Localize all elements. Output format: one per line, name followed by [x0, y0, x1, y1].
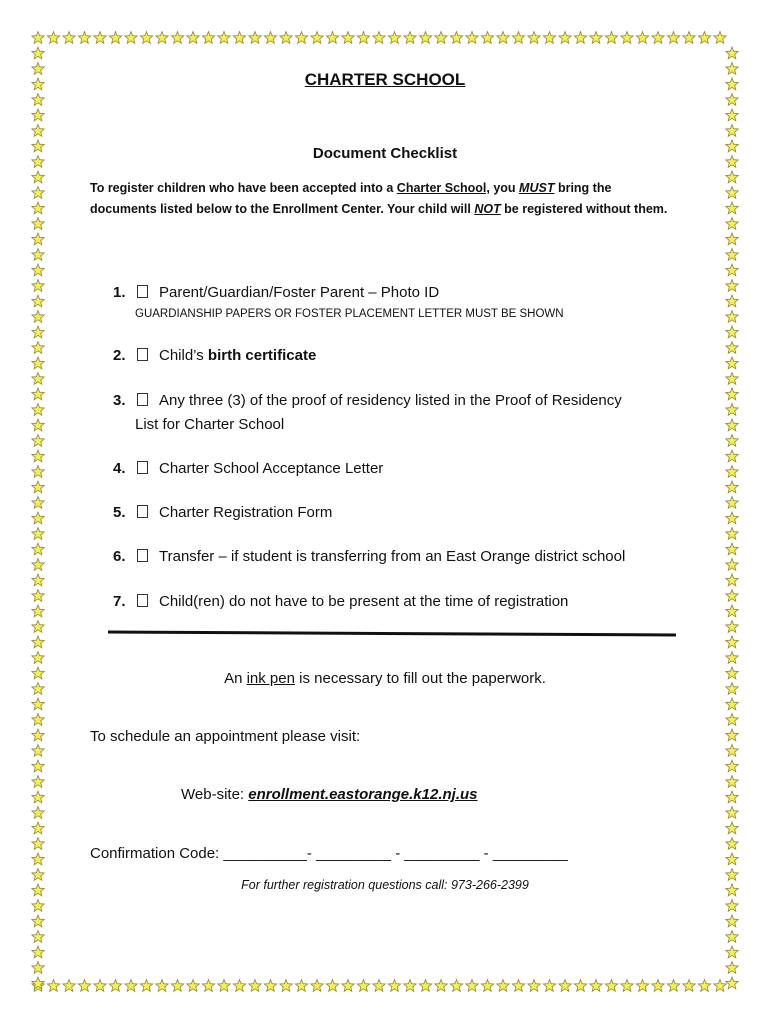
checkbox-icon[interactable] [137, 285, 148, 298]
item-text: Child(ren) do not have to be present at the time of registration [159, 593, 569, 610]
item-text: Any three (3) of the proof of residency listed in the Proof of Residency [159, 392, 622, 409]
item-number: 2. [113, 347, 126, 364]
page-title: CHARTER SCHOOL [304, 70, 466, 89]
checklist-item-6 [113, 545, 625, 569]
item-text: Transfer – if student is transferring from an East Orange district school [159, 548, 626, 565]
checklist-item-7 [113, 590, 568, 614]
intro-must: MUST [519, 181, 555, 195]
website-line [181, 786, 478, 803]
item-text: Charter Registration Form [159, 504, 333, 521]
schedule-text: To schedule an appointment please visit: [90, 728, 361, 745]
item-text: Child’s [159, 347, 208, 364]
intro-text-1: To register children who have been accepted into a [90, 181, 397, 195]
checkbox-icon[interactable] [137, 461, 148, 474]
checkbox-icon[interactable] [137, 549, 148, 562]
further-questions-text: For further registration questions call: 973-266-2399 [241, 878, 529, 892]
checkbox-icon[interactable] [137, 505, 148, 518]
website-label: Web-site: [181, 786, 249, 803]
checkbox-icon[interactable] [137, 594, 148, 607]
item-text: Parent/Guardian/Foster Parent – Photo ID [159, 284, 440, 301]
intro-text-3: bring the documents listed below to the Enrollment Center. Your child will [90, 181, 612, 216]
intro-text-2: you [489, 181, 520, 195]
item-note: GUARDIANSHIP PAPERS OR FOSTER PLACEMENT LETTER MUST BE SHOWN [135, 308, 564, 320]
item-number: 6. [113, 548, 126, 565]
item-number: 3. [113, 392, 126, 409]
checkbox-icon[interactable] [137, 348, 148, 361]
ink-text-1: An [224, 670, 247, 687]
intro-paragraph [90, 178, 680, 220]
intro-not: NOT [474, 202, 501, 216]
checklist-item-1 [113, 281, 564, 323]
checklist-item-5 [113, 501, 332, 525]
item-text-continued: List for Charter School [135, 416, 285, 433]
item-number: 7. [113, 593, 126, 610]
checklist-item-3 [113, 389, 622, 437]
divider-line [108, 631, 676, 637]
item-number: 1. [113, 284, 126, 301]
intro-school-text: Charter School, [396, 181, 490, 195]
intro-text-4: be registered without them. [500, 202, 668, 216]
confirmation-code-line [90, 845, 568, 862]
ink-text-2: is necessary to fill out the paperwork. [294, 670, 546, 687]
checkbox-icon[interactable] [137, 393, 148, 406]
checklist-item-4 [113, 457, 383, 481]
ink-pen-note [0, 670, 770, 687]
item-text: Charter School Acceptance Letter [159, 460, 384, 477]
page-subtitle: Document Checklist [312, 145, 458, 162]
item-number: 4. [113, 460, 126, 477]
checklist-item-2 [113, 344, 316, 368]
confirmation-code-field[interactable]: __________- _________ - _________ - _________ [223, 845, 568, 862]
website-link[interactable]: enrollment.eastorange.k12.nj.us [248, 786, 478, 803]
ink-text-underlined: ink pen [246, 670, 295, 687]
item-text-bold: birth certificate [207, 347, 317, 364]
confirmation-label: Confirmation Code: [90, 845, 224, 862]
item-number: 5. [113, 504, 126, 521]
